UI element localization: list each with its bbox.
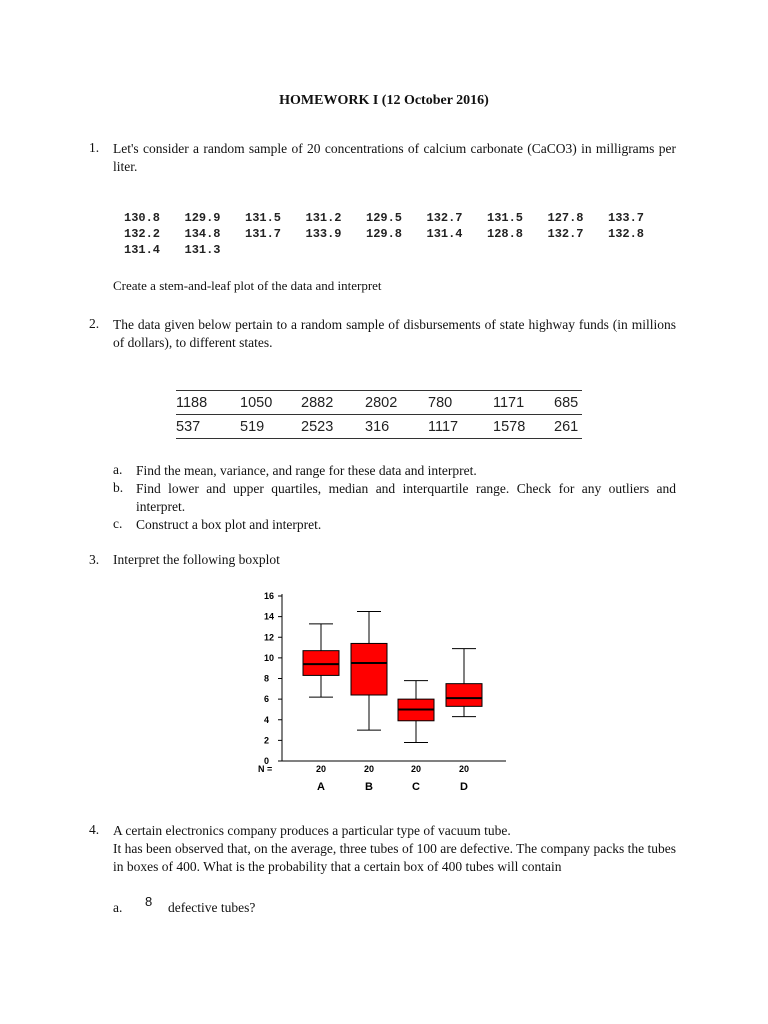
q2-number: 2. [89, 316, 100, 331]
y-tick-label: 8 [264, 673, 270, 684]
table-cell: 2882 [301, 391, 365, 415]
data-value: 129.8 [366, 227, 403, 241]
data-value: 128.8 [487, 227, 524, 241]
data-value: 132.7 [547, 227, 584, 241]
data-value: 133.7 [608, 211, 645, 225]
data-value: 132.2 [124, 227, 161, 241]
n-label: N = [258, 764, 273, 774]
table-cell: 780 [428, 391, 493, 415]
data-value: 129.5 [366, 211, 403, 225]
data-value: 133.9 [305, 227, 342, 241]
data-value: 127.8 [547, 211, 584, 225]
y-tick-label: 10 [264, 652, 275, 663]
category-label: B [365, 781, 373, 793]
list-item: Construct a box plot and interpret. [136, 517, 322, 532]
y-tick-label: 2 [264, 735, 270, 746]
q3-text: Interpret the following boxplot [113, 552, 280, 567]
table-cell: 2523 [301, 415, 365, 439]
category-label: A [317, 781, 325, 793]
table-cell: 537 [176, 415, 240, 439]
q1-number: 1. [89, 140, 100, 155]
table-cell: 1117 [428, 415, 493, 439]
y-tick-label: 16 [264, 591, 275, 601]
q3-number: 3. [89, 552, 100, 567]
funds-table [176, 390, 582, 439]
q1-instruction: Create a stem-and-leaf plot of the data and interpret [113, 278, 382, 293]
table-cell: 1050 [240, 391, 301, 415]
q4-number: 4. [89, 822, 100, 837]
q4-line1: A certain electronics company produces a particular type of vacuum tube. [113, 823, 511, 838]
data-value: 132.8 [608, 227, 645, 241]
list-item-letter: c. [113, 516, 123, 531]
table-cell: 261 [554, 415, 582, 439]
page-title: HOMEWORK I (12 October 2016) [279, 93, 489, 108]
q4-item-value: 8 [145, 894, 153, 909]
y-tick-label: 6 [264, 694, 270, 705]
y-tick-label: 14 [264, 611, 275, 622]
table-row [176, 415, 582, 439]
n-value-label: 20 [315, 764, 327, 774]
data-value: 131.4 [426, 227, 463, 241]
list-item-letter: b. [113, 480, 124, 495]
n-value-label: 20 [410, 764, 422, 774]
table-cell: 316 [365, 415, 428, 439]
data-value: 134.8 [184, 227, 221, 241]
data-value: 131.4 [124, 243, 161, 257]
data-value: 131.5 [487, 211, 524, 225]
data-value: 131.2 [305, 211, 342, 225]
q1-text: Let's consider a random sample of 20 concentrations of calcium carbonate (CaCO3) in milligrams per liter. [113, 141, 676, 174]
y-tick-label: 12 [264, 632, 275, 643]
boxplot-chart [240, 585, 520, 800]
table-cell: 519 [240, 415, 301, 439]
table-cell: 685 [554, 391, 582, 415]
data-value: 131.5 [245, 211, 282, 225]
box-B [351, 643, 387, 695]
q2-text: The data given below pertain to a random sample of disbursements of state highway funds (in millions of dollars), to different states. [113, 317, 676, 350]
list-item-letter: a. [113, 462, 123, 477]
category-label: C [412, 781, 420, 793]
n-value-label: 20 [363, 764, 375, 774]
n-value-label: 20 [458, 764, 470, 774]
table-cell: 2802 [365, 391, 428, 415]
box-D [446, 684, 482, 707]
category-label: D [460, 781, 468, 793]
y-tick-label: 0 [264, 756, 270, 766]
y-tick-label: 4 [264, 714, 270, 725]
data-value: 131.7 [245, 227, 282, 241]
list-item: Find the mean, variance, and range for these data and interpret. [136, 463, 477, 478]
data-value: 131.3 [184, 243, 221, 257]
data-value: 129.9 [184, 211, 221, 225]
data-value: 130.8 [124, 211, 161, 225]
list-item: Find lower and upper quartiles, median and interquartile range. Check for any outliers and interpret. [136, 481, 676, 514]
table-row [176, 391, 582, 415]
table-cell: 1171 [493, 391, 554, 415]
box-A [303, 651, 339, 676]
table-cell: 1578 [493, 415, 554, 439]
q4-item-text: defective tubes? [168, 900, 256, 915]
data-value: 132.7 [426, 211, 463, 225]
q4-text: It has been observed that, on the average, three tubes of 100 are defective. The company packs the tubes in boxes of 400. What is the probability that a certain box of 400 tubes will contain [113, 841, 676, 874]
table-cell: 1188 [176, 391, 240, 415]
q4-item-letter: a. [113, 900, 123, 915]
